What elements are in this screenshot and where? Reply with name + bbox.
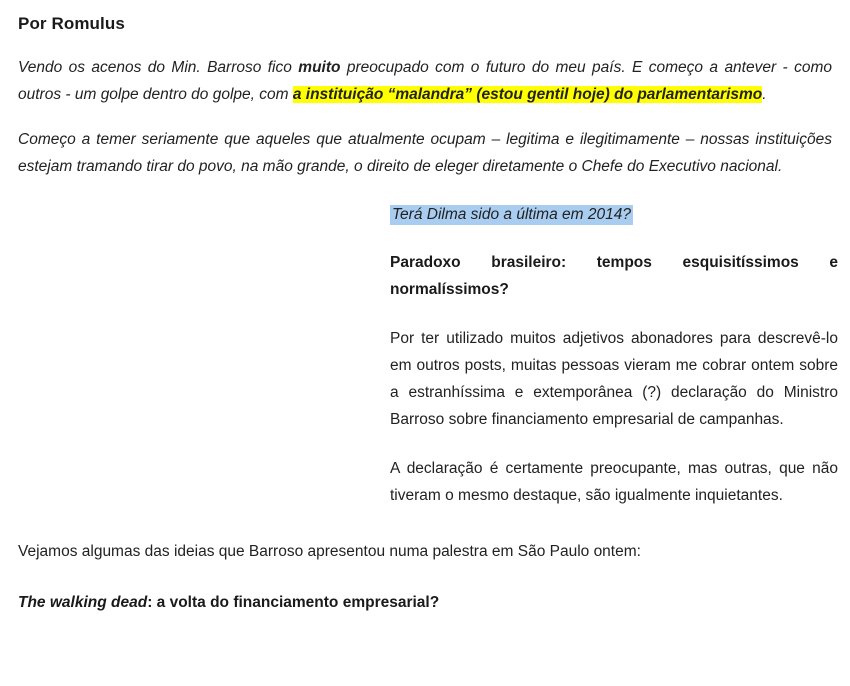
yellow-highlight-text: a instituição “malandra” (estou gentil hoje) do parlamentarismo — [292, 86, 763, 103]
lead-bold-muito: muito — [298, 59, 341, 76]
blue-highlight-text: Terá Dilma sido a última em 2014? — [392, 206, 631, 223]
lead-part-2: preocupado com o futuro do meu país. E começo a antever - como outros - um golpe dentro do golpe, com — [18, 59, 832, 103]
final-heading-italic: The walking dead — [18, 594, 148, 611]
lead-paragraph — [18, 54, 832, 108]
final-heading — [18, 589, 832, 616]
closing-line: Vejamos algumas das ideias que Barroso apresentou numa palestra em São Paulo ontem: — [18, 543, 641, 560]
page-title: Por Romulus — [18, 14, 125, 33]
right-column — [390, 202, 838, 509]
two-column-region — [18, 202, 838, 532]
section-heading: Paradoxo brasileiro: tempos esquisitíssimos e normalíssimos? — [390, 254, 838, 298]
paragraph-three: Por ter utilizado muitos adjetivos abonadores para descrevê-lo em outros posts, muitas pessoas vieram me cobrar ontem sobre a estranhíssima e extemporânea (?) declaração do Ministro Barroso sobre financiamento empresarial de campanhas. — [390, 330, 838, 428]
lead-part-3: . — [762, 86, 767, 103]
highlighted-question — [390, 202, 838, 227]
final-heading-rest: : a volta do financiamento empresarial? — [147, 594, 440, 611]
lead-part-1: Vendo os acenos do Min. Barroso fico — [18, 59, 299, 76]
paragraph-four: A declaração é certamente preocupante, mas outras, que não tiveram o mesmo destaque, são igualmente inquietantes. — [390, 460, 838, 504]
second-paragraph: Começo a temer seriamente que aqueles que atualmente ocupam – legitima e ilegitimamente – nossas instituições estejam tramando tirar do povo, na mão grande, o direito de eleger diretamente o Chefe do Executivo nacional. — [18, 131, 832, 175]
